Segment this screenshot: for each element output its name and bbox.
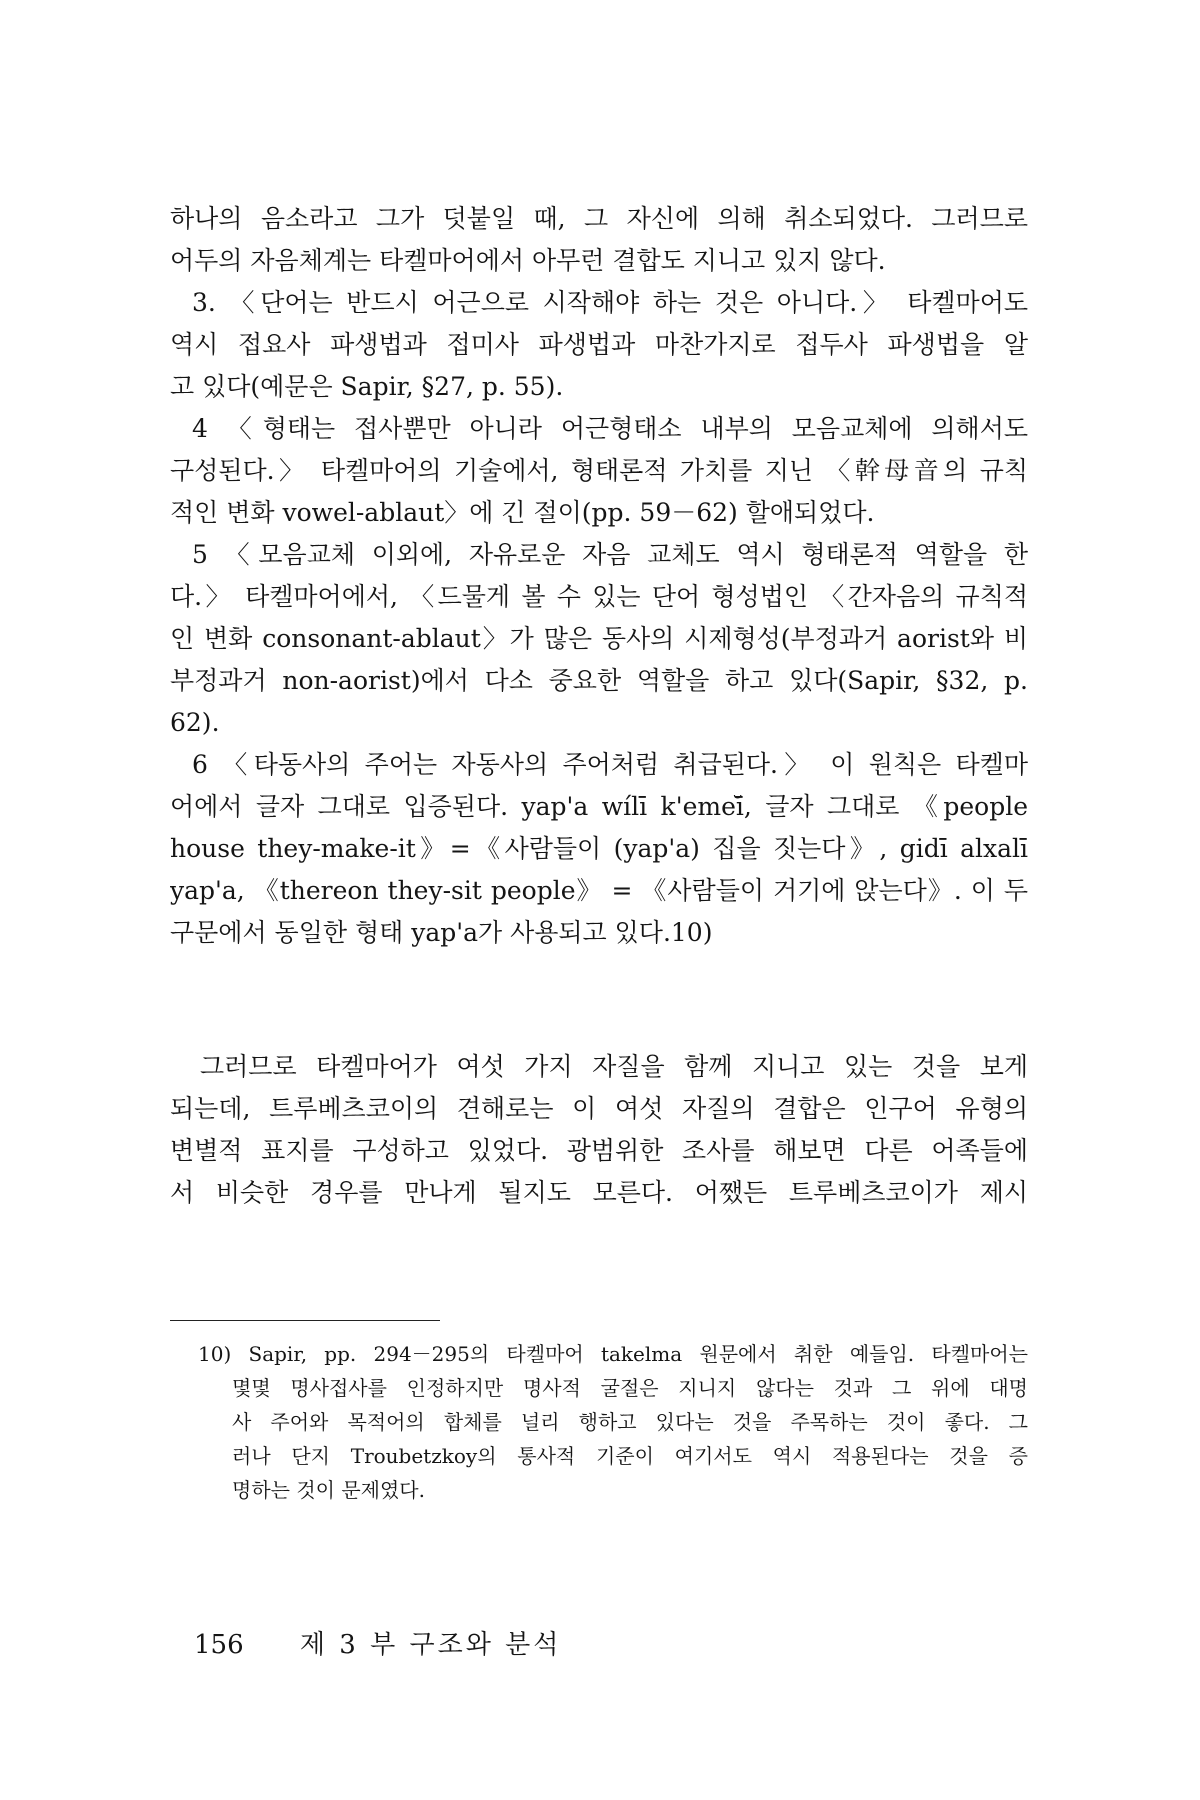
text-line: 적인 변화 vowel-ablaut〉에 긴 절이(pp. 59－62) 할애되었다.	[170, 498, 875, 527]
text-line: 서 비슷한 경우를 만나게 될지도 모른다. 어쨌든 트루베츠코이가 제시	[170, 1178, 1028, 1207]
section-title: 제 3 부 구조와 분석	[299, 1630, 562, 1660]
text-line: 어두의 자음체계는 타켈마어에서 아무런 결합도 지니고 있지 않다.	[170, 246, 886, 275]
footnote-line: 몇몇 명사접사를 인정하지만 명사적 굴절은 지니지 않다는 것과 그 위에 대명	[232, 1376, 1028, 1400]
running-footer	[194, 1625, 561, 1665]
text-line: 역시 접요사 파생법과 접미사 파생법과 마찬가지로 접두사 파생법을 알	[170, 330, 1028, 359]
footnote-line: 사 주어와 목적어의 합체를 널리 행하고 있다는 것을 주목하는 것이 좋다. 그	[232, 1410, 1028, 1434]
text-line: 5 〈모음교체 이외에, 자유로운 자음 교체도 역시 형태론적 역할을 한	[192, 540, 1028, 569]
text-line: 구문에서 동일한 형태 yap'a가 사용되고 있다.10)	[170, 918, 713, 947]
text-line: house they-make-it》=《사람들이 (yap'a) 집을 짓는다》, gidī alxalī	[170, 834, 1028, 863]
text-line: 6 〈타동사의 주어는 자동사의 주어처럼 취급된다.〉 이 원칙은 타켈마	[192, 750, 1028, 779]
page-number: 156	[194, 1630, 244, 1660]
text-line: 3. 〈단어는 반드시 어근으로 시작해야 하는 것은 아니다.〉 타켈마어도	[192, 288, 1028, 317]
text-line: 62).	[170, 708, 220, 737]
footnote	[198, 1337, 1028, 1507]
text-line: 그러므로 타켈마어가 여섯 가지 자질을 함께 지니고 있는 것을 보게	[200, 1052, 1028, 1081]
text-line: 부정과거 non-aorist)에서 다소 중요한 역할을 하고 있다(Sapir, §32, p.	[170, 666, 1028, 695]
text-line: 되는데, 트루베츠코이의 견해로는 이 여섯 자질의 결합은 인구어 유형의	[170, 1094, 1028, 1123]
text-line: 변별적 표지를 구성하고 있었다. 광범위한 조사를 해보면 다른 어족들에	[170, 1136, 1028, 1165]
text-line: 어에서 글자 그대로 입증된다. yap'a wílī k'emeī̆, 글자 그대로 《people	[170, 792, 1028, 821]
footnote-line: 명하는 것이 문제였다.	[232, 1478, 425, 1502]
main-text	[170, 198, 1028, 1214]
footnote-line: 10) Sapir, pp. 294－295의 타켈마어 takelma 원문에서 취한 예들임. 타켈마어는	[198, 1342, 1028, 1366]
text-line: 고 있다(예문은 Sapir, §27, p. 55).	[170, 372, 564, 401]
text-line: yap'a, 《thereon they-sit people》 = 《사람들이 거기에 앉는다》. 이 두	[170, 876, 1028, 905]
footnote-line: 러나 단지 Troubetzkoy의 통사적 기준이 여기서도 역시 적용된다는 것을 증	[232, 1444, 1028, 1468]
text-line: 4 〈형태는 접사뿐만 아니라 어근형태소 내부의 모음교체에 의해서도	[192, 414, 1028, 443]
text-line: 인 변화 consonant-ablaut〉가 많은 동사의 시제형성(부정과거 aorist와 비	[170, 624, 1028, 653]
text-line: 다.〉 타켈마어에서, 〈드물게 볼 수 있는 단어 형성법인 〈간자음의 규칙적	[170, 582, 1028, 611]
footnote-divider	[170, 1320, 440, 1321]
text-line: 하나의 음소라고 그가 덧붙일 때, 그 자신에 의해 취소되었다. 그러므로	[170, 204, 1028, 233]
text-line: 구성된다.〉 타켈마어의 기술에서, 형태론적 가치를 지닌 〈幹母音의 규칙	[170, 456, 1028, 485]
paragraph-gap	[170, 954, 1028, 1046]
